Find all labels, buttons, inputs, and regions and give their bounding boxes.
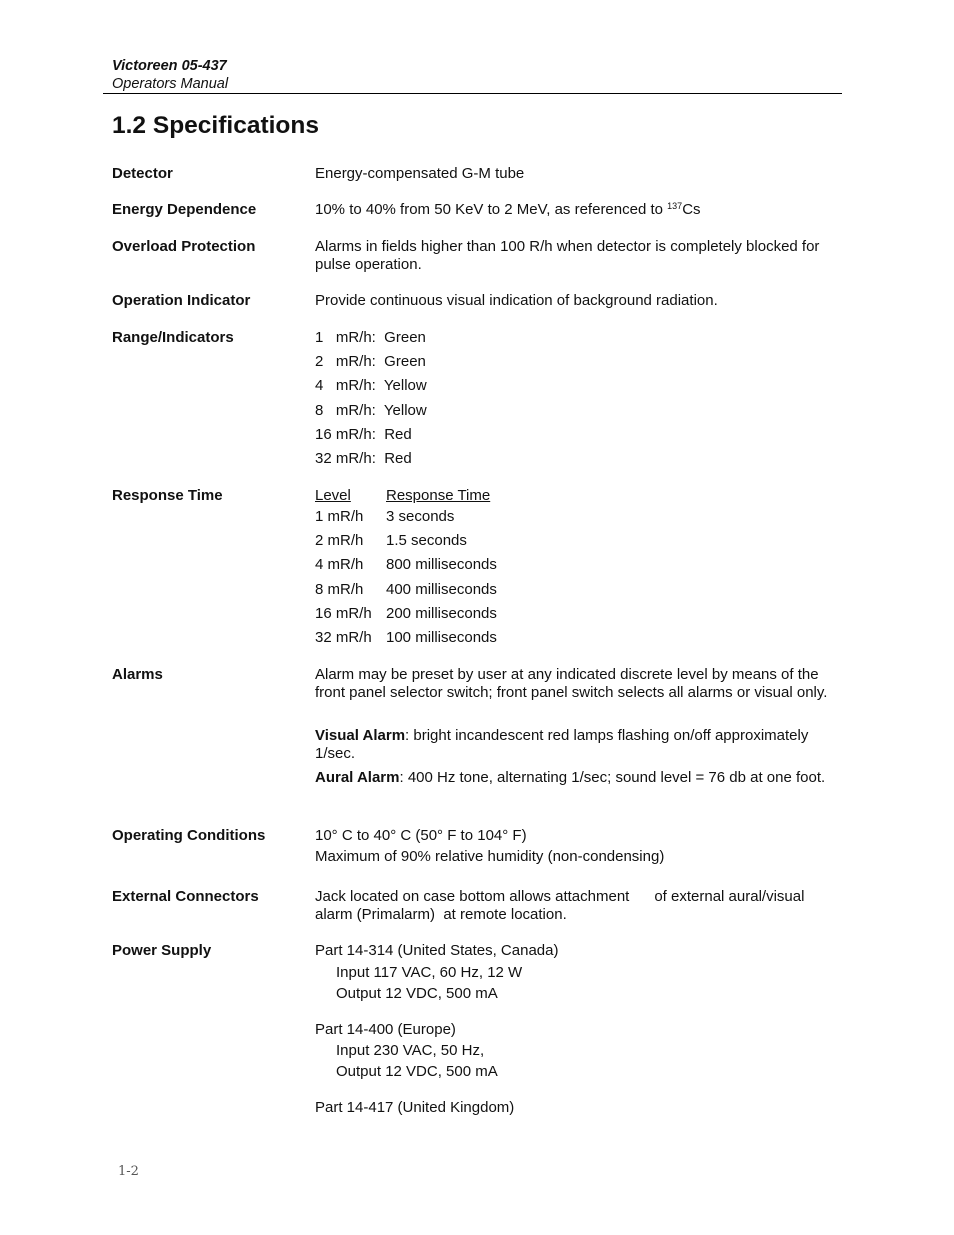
operating-line2: Maximum of 90% relative humidity (non-condensing): [315, 848, 665, 865]
energy-value: 10% to 40% from 50 KeV to 2 MeV, as referenced to $^{137}$Cs: [315, 201, 701, 218]
response-time: 1.5 seconds: [386, 532, 467, 549]
power-part-1: Part 14-314 (United States, Canada): [315, 942, 559, 959]
power-label: Power Supply: [112, 942, 212, 959]
response-time: 800 milliseconds: [386, 556, 497, 573]
aural-alarm: Aural Alarm: 400 Hz tone, alternating 1/sec; sound level = 76 db at one foot.: [315, 769, 826, 786]
response-col-time: Response Time: [386, 487, 491, 504]
power-part-2-output: Output 12 VDC, 500 mA: [336, 1063, 498, 1080]
range-line: 4 mR/h: Yellow: [315, 377, 427, 394]
response-level: 4 mR/h: [315, 556, 364, 573]
connectors-label: External Connectors: [112, 888, 259, 905]
alarms-text: Alarm may be preset by user at any indicated discrete level by means of the front panel selector switch; front panel switch selects all alarms or visual only.: [315, 666, 828, 701]
header-rule: [103, 93, 842, 94]
visual-alarm: Visual Alarm: bright incandescent red lamps flashing on/off approximately 1/sec.: [315, 727, 809, 762]
response-time: 3 seconds: [386, 508, 455, 525]
visual-alarm-label: Visual Alarm: [315, 727, 406, 744]
range-line: 1 mR/h: Green: [315, 329, 426, 346]
response-time: 400 milliseconds: [386, 581, 497, 598]
detector-value: Energy-compensated G-M tube: [315, 165, 525, 182]
response-col-level: Level: [315, 487, 351, 504]
aural-alarm-label: Aural Alarm: [315, 769, 400, 786]
header-doc-title: Operators Manual: [112, 76, 229, 92]
isotope-mass: 137: [667, 201, 683, 211]
overload-label: Overload Protection: [112, 238, 256, 255]
response-level: 1 mR/h: [315, 508, 364, 525]
response-time: 200 milliseconds: [386, 605, 497, 622]
detector-label: Detector: [112, 165, 173, 182]
power-part-2: Part 14-400 (Europe): [315, 1021, 456, 1038]
operation-label: Operation Indicator: [112, 292, 251, 309]
connectors-line2: alarm (Primalarm) at remote location.: [315, 906, 567, 923]
response-level: 16 mR/h: [315, 605, 372, 622]
running-header: [112, 57, 228, 93]
response-level: 32 mR/h: [315, 629, 372, 646]
section-title: 1.2 Specifications: [112, 112, 319, 139]
header-product: Victoreen 05-437: [112, 58, 227, 74]
power-part-2-input: Input 230 VAC, 50 Hz,: [336, 1042, 485, 1059]
range-label: Range/Indicators: [112, 329, 234, 346]
power-part-3: Part 14-417 (United Kingdom): [315, 1099, 515, 1116]
isotope-symbol: Cs: [682, 201, 701, 218]
power-part-1-input: Input 117 VAC, 60 Hz, 12 W: [336, 964, 523, 981]
alarms-label: Alarms: [112, 666, 163, 683]
response-time: 100 milliseconds: [386, 629, 497, 646]
operating-label: Operating Conditions: [112, 827, 266, 844]
page-number: 1-2: [118, 1164, 139, 1179]
range-line: 16 mR/h: Red: [315, 426, 412, 443]
range-line: 8 mR/h: Yellow: [315, 402, 427, 419]
range-line: 2 mR/h: Green: [315, 353, 426, 370]
operating-line1: 10° C to 40° C (50° F to 104° F): [315, 827, 527, 844]
response-level: 2 mR/h: [315, 532, 364, 549]
operation-value: Provide continuous visual indication of background radiation.: [315, 292, 718, 309]
energy-label: Energy Dependence: [112, 201, 257, 218]
connectors-line1: Jack located on case bottom allows attachment of external aural/visual: [315, 888, 805, 905]
response-level: 8 mR/h: [315, 581, 364, 598]
response-label: Response Time: [112, 487, 223, 504]
power-part-1-output: Output 12 VDC, 500 mA: [336, 985, 498, 1002]
range-line: 32 mR/h: Red: [315, 450, 412, 467]
overload-value: Alarms in fields higher than 100 R/h when detector is completely blocked for pulse operation.: [315, 238, 820, 273]
